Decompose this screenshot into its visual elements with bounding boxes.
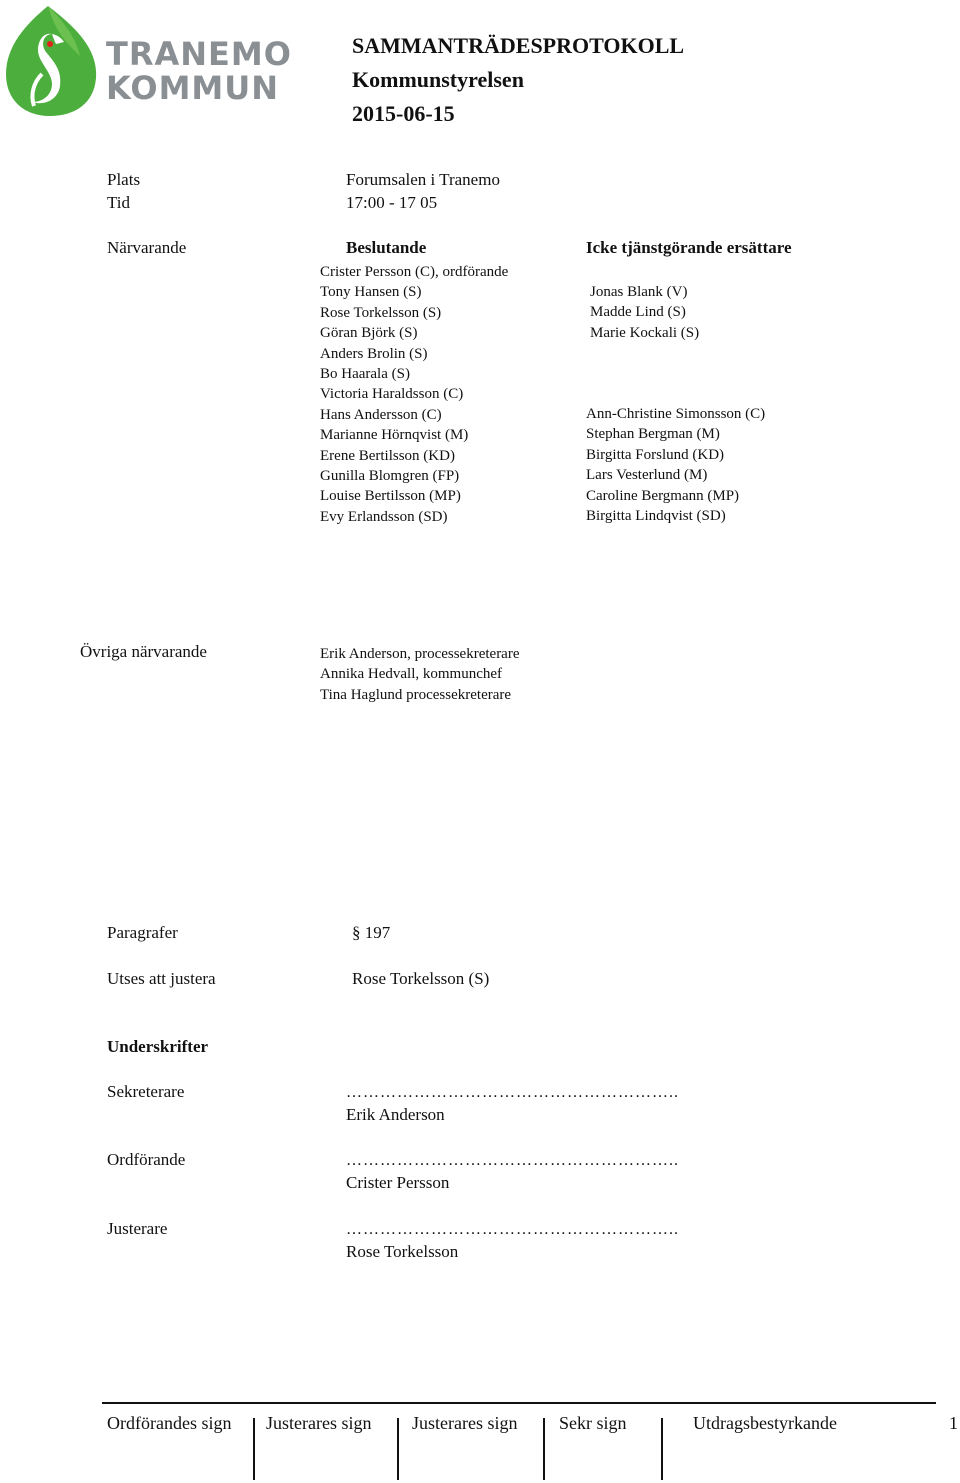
list-item: Jonas Blank (V) bbox=[590, 284, 688, 300]
time-value: 17:00 - 17 05 bbox=[346, 193, 438, 212]
list-item: Marie Kockali (S) bbox=[590, 324, 700, 341]
ersattare-list-1 bbox=[590, 282, 699, 343]
page-number: 1 bbox=[949, 1413, 958, 1433]
document-title: SAMMANTRÄDESPROTOKOLL bbox=[352, 33, 685, 58]
list-item: Evy Erlandsson (SD) bbox=[320, 508, 448, 525]
crane-leaf-icon bbox=[4, 4, 100, 120]
tranemo-kommun-logo bbox=[4, 4, 292, 122]
signature-line: ………………………………………………….. bbox=[346, 1221, 679, 1238]
place-value: Forumsalen i Tranemo bbox=[346, 170, 500, 189]
list-item: Birgitta Lindqvist (SD) bbox=[586, 507, 726, 524]
logo-text-line1: TRANEMO bbox=[106, 35, 292, 73]
footer-divider bbox=[397, 1418, 399, 1480]
list-item: Bo Haarala (S) bbox=[320, 365, 410, 382]
ersattare-header: Icke tjänstgörande ersättare bbox=[586, 238, 792, 257]
list-item: Ann-Christine Simonsson (C) bbox=[586, 406, 766, 422]
meeting-date: 2015-06-15 bbox=[352, 101, 455, 126]
logo-text-line2: KOMMUN bbox=[106, 69, 280, 107]
footer-cell-adjuster-sign-2: Justerares sign bbox=[412, 1413, 518, 1433]
footer-divider bbox=[543, 1418, 545, 1480]
place-label: Plats bbox=[107, 170, 141, 189]
footer-cell-extract-certifier: Utdragsbestyrkande bbox=[693, 1413, 837, 1433]
signature-line: ………………………………………………….. bbox=[346, 1152, 679, 1169]
footer-rule bbox=[102, 1402, 936, 1404]
paragrafer-label: Paragrafer bbox=[107, 923, 178, 942]
beslutande-header: Beslutande bbox=[346, 238, 427, 257]
footer-cell-secretary-sign: Sekr sign bbox=[559, 1413, 627, 1433]
list-item: Lars Vesterlund (M) bbox=[586, 467, 708, 484]
justera-label: Utses att justera bbox=[107, 969, 216, 988]
signature-role: Ordförande bbox=[107, 1150, 186, 1169]
list-item: Tina Haglund processekreterare bbox=[320, 686, 512, 703]
committee-name: Kommunstyrelsen bbox=[352, 67, 524, 92]
footer-cell-adjuster-sign-1: Justerares sign bbox=[266, 1413, 372, 1433]
list-item: Marianne Hörnqvist (M) bbox=[320, 427, 469, 444]
list-item: Rose Torkelsson (S) bbox=[320, 304, 442, 321]
list-item: Stephan Bergman (M) bbox=[586, 426, 720, 443]
others-list bbox=[320, 644, 520, 705]
signatures-heading: Underskrifter bbox=[107, 1037, 209, 1056]
signature-role: Sekreterare bbox=[107, 1082, 185, 1101]
signature-name: Erik Anderson bbox=[346, 1105, 445, 1124]
list-item: Hans Andersson (C) bbox=[320, 406, 442, 423]
list-item: Anders Brolin (S) bbox=[320, 345, 428, 362]
list-item: Erik Anderson, processekreterare bbox=[320, 646, 520, 662]
paragrafer-value: § 197 bbox=[352, 923, 391, 942]
list-item: Louise Bertilsson (MP) bbox=[320, 488, 461, 505]
list-item: Annika Hedvall, kommunchef bbox=[320, 666, 503, 683]
list-item: Erene Bertilsson (KD) bbox=[320, 447, 455, 464]
attendance-label: Närvarande bbox=[107, 238, 187, 257]
list-item: Madde Lind (S) bbox=[590, 304, 686, 321]
list-item: Tony Hansen (S) bbox=[320, 284, 422, 301]
others-label: Övriga närvarande bbox=[80, 642, 207, 661]
list-item: Victoria Haraldsson (C) bbox=[320, 386, 464, 403]
justera-value: Rose Torkelsson (S) bbox=[352, 969, 490, 988]
list-item: Crister Persson (C), ordförande bbox=[320, 264, 509, 280]
signature-role: Justerare bbox=[107, 1219, 168, 1238]
list-item: Gunilla Blomgren (FP) bbox=[320, 467, 460, 484]
signature-name: Crister Persson bbox=[346, 1173, 450, 1192]
list-item: Birgitta Forslund (KD) bbox=[586, 446, 725, 463]
signature-line: ………………………………………………….. bbox=[346, 1084, 679, 1101]
signature-name: Rose Torkelsson bbox=[346, 1242, 459, 1261]
list-item: Caroline Bergmann (MP) bbox=[586, 487, 740, 504]
time-label: Tid bbox=[107, 193, 131, 212]
ersattare-list-2 bbox=[586, 404, 765, 526]
footer-divider bbox=[253, 1418, 255, 1480]
footer-cell-chair-sign: Ordförandes sign bbox=[107, 1413, 232, 1433]
footer-divider bbox=[661, 1418, 663, 1480]
beslutande-list bbox=[320, 262, 508, 527]
list-item: Göran Björk (S) bbox=[320, 325, 418, 342]
